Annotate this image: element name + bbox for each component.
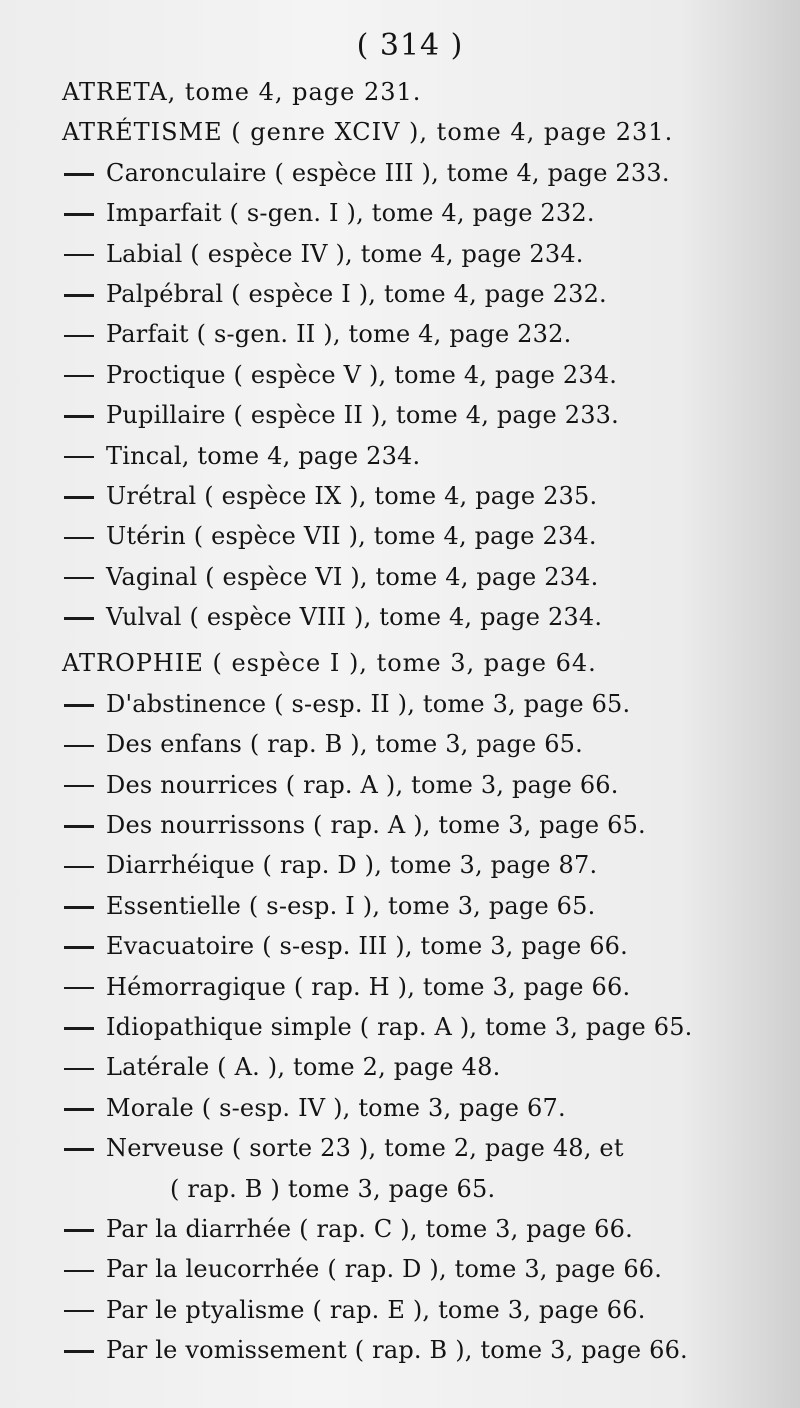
dash-mark — [64, 785, 94, 788]
index-subentry: Latérale ( A. ), tome 2, page 48. — [62, 1047, 782, 1087]
dash-mark — [64, 375, 94, 378]
dash-mark — [64, 825, 94, 828]
index-subentry: Caronculaire ( espèce III ), tome 4, page 233. — [62, 153, 782, 193]
index-subentry: Proctique ( espèce V ), tome 4, page 234. — [62, 355, 782, 395]
index-subentry: Palpébral ( espèce I ), tome 4, page 232. — [62, 274, 782, 314]
dash-mark — [64, 1148, 94, 1151]
dash-mark — [64, 1350, 94, 1353]
dash-mark — [64, 946, 94, 949]
index-subentry: Morale ( s-esp. IV ), tome 3, page 67. — [62, 1088, 782, 1128]
index-subentry-continuation: ( rap. B ) tome 3, page 65. — [170, 1174, 496, 1203]
index-subentry: Tincal, tome 4, page 234. — [62, 436, 782, 476]
index-subentry: Pupillaire ( espèce II ), tome 4, page 233. — [62, 395, 782, 435]
dash-mark — [64, 254, 94, 257]
dash-mark — [64, 704, 94, 707]
index-subentry: Par la diarrhée ( rap. C ), tome 3, page 66. — [62, 1209, 782, 1249]
index-subentry: Labial ( espèce IV ), tome 4, page 234. — [62, 234, 782, 274]
index-subentry: Des enfans ( rap. B ), tome 3, page 65. — [62, 724, 782, 764]
index-subentry: Urétral ( espèce IX ), tome 4, page 235. — [62, 476, 782, 516]
index-subentry: Des nourrices ( rap. A ), tome 3, page 66. — [62, 765, 782, 805]
dash-mark — [64, 987, 94, 990]
dash-mark — [64, 1068, 94, 1071]
index-subentry: Des nourrissons ( rap. A ), tome 3, page 65. — [62, 805, 782, 845]
index-subentry: Par la leucorrhée ( rap. D ), tome 3, page 66. — [62, 1249, 782, 1289]
dash-mark — [64, 456, 94, 459]
dash-mark — [64, 1027, 94, 1030]
dash-mark — [64, 173, 94, 176]
index-subentry: D'abstinence ( s-esp. II ), tome 3, page 65. — [62, 684, 782, 724]
index-subentry: Utérin ( espèce VII ), tome 4, page 234. — [62, 516, 782, 556]
index-entry-atreta: ATRETA, tome 4, page 231. — [62, 78, 422, 106]
dash-mark — [64, 213, 94, 216]
dash-mark — [64, 1229, 94, 1232]
dash-mark — [64, 906, 94, 909]
index-entry-atrophie: ATROPHIE ( espèce I ), tome 3, page 64. — [62, 649, 597, 678]
index-subentry: Parfait ( s-gen. II ), tome 4, page 232. — [62, 314, 782, 354]
dash-mark — [64, 294, 94, 297]
dash-mark — [64, 335, 94, 338]
dash-mark — [64, 537, 94, 540]
index-subentry: Diarrhéique ( rap. D ), tome 3, page 87. — [62, 845, 782, 885]
dash-mark — [64, 1108, 94, 1111]
index-subentry: Vulval ( espèce VIII ), tome 4, page 234. — [62, 597, 782, 637]
dash-mark — [64, 1270, 94, 1273]
index-subentry: Essentielle ( s-esp. I ), tome 3, page 65. — [62, 886, 782, 926]
index-subentry: Imparfait ( s-gen. I ), tome 4, page 232. — [62, 193, 782, 233]
index-subentry: Par le vomissement ( rap. B ), tome 3, page 66. — [62, 1330, 782, 1370]
dash-mark — [64, 745, 94, 748]
dash-mark — [64, 577, 94, 580]
index-entry-atretisme: ATRÉTISME ( genre XCIV ), tome 4, page 231. — [62, 118, 674, 147]
dash-mark — [64, 415, 94, 418]
index-subentry: Nerveuse ( sorte 23 ), tome 2, page 48, et — [62, 1128, 782, 1168]
index-subentry: Evacuatoire ( s-esp. III ), tome 3, page 66. — [62, 926, 782, 966]
dash-mark — [64, 866, 94, 869]
dash-mark — [64, 1310, 94, 1313]
index-subentry: Idiopathique simple ( rap. A ), tome 3, page 65. — [62, 1007, 782, 1047]
index-subentry: Vaginal ( espèce VI ), tome 4, page 234. — [62, 557, 782, 597]
dash-mark — [64, 617, 94, 620]
dash-mark — [64, 496, 94, 499]
index-entries — [62, 72, 782, 1371]
page-number: ( 314 ) — [356, 28, 464, 63]
index-subentry: Hémorragique ( rap. H ), tome 3, page 66. — [62, 967, 782, 1007]
index-subentry: Par le ptyalisme ( rap. E ), tome 3, page 66. — [62, 1290, 782, 1330]
